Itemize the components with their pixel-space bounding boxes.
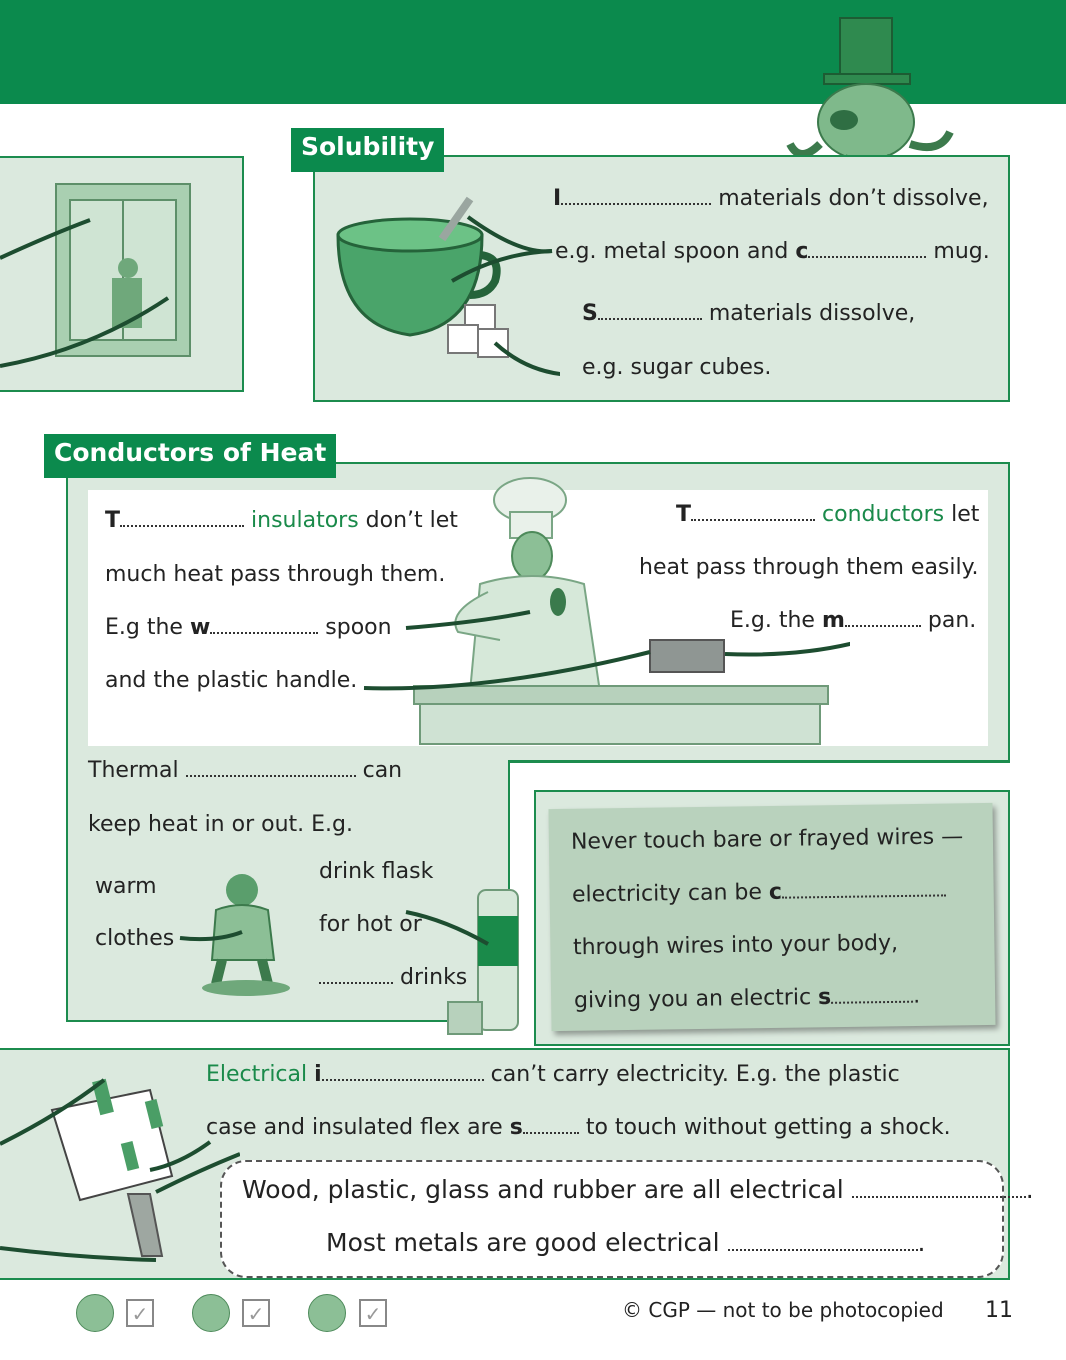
line-text: Wood, plastic, glass and rubber are all electrical bbox=[242, 1175, 844, 1204]
tick-box[interactable]: ✓ bbox=[126, 1299, 154, 1327]
line-text: Most metals are good electrical bbox=[326, 1228, 720, 1257]
solubility-line1 bbox=[553, 188, 989, 210]
electrical-line1 bbox=[206, 1064, 900, 1086]
line-text: spoon bbox=[325, 615, 392, 640]
heat-right-line3 bbox=[730, 610, 976, 632]
happy-face-icon[interactable] bbox=[308, 1294, 346, 1332]
solubility-line4: e.g. sugar cubes. bbox=[582, 355, 772, 380]
line-text: can bbox=[362, 758, 403, 783]
line-text: case and insulated flex are bbox=[206, 1115, 503, 1140]
answer-blank[interactable] bbox=[831, 987, 913, 1004]
line-text: Thermal bbox=[88, 758, 179, 783]
solubility-line3 bbox=[582, 303, 915, 325]
plug-illustration-icon bbox=[0, 1060, 240, 1276]
mug-sugar-illustration-icon bbox=[330, 195, 560, 385]
line-text: E.g the bbox=[105, 615, 183, 640]
heat-left-line2: much heat pass through them. bbox=[105, 562, 446, 587]
answer-blank[interactable] bbox=[523, 1118, 579, 1134]
line-text: . bbox=[1025, 1175, 1034, 1204]
flask-line1: drink flask bbox=[319, 859, 434, 884]
answer-blank[interactable] bbox=[852, 1182, 1026, 1198]
line-text: don’t let bbox=[365, 508, 458, 533]
tick-box[interactable]: ✓ bbox=[359, 1299, 387, 1327]
answer-blank[interactable] bbox=[561, 189, 711, 205]
first-letter: c bbox=[795, 239, 809, 264]
answer-blank[interactable] bbox=[322, 1065, 484, 1081]
safety-line1: Never touch bare or frayed wires — bbox=[570, 824, 964, 855]
window-illustration-icon bbox=[0, 180, 200, 370]
first-letter: c bbox=[768, 879, 783, 905]
heat-title: Conductors of Heat bbox=[44, 434, 336, 478]
line-text: pan. bbox=[927, 608, 977, 633]
line-text: materials dissolve, bbox=[708, 301, 916, 326]
line-text: E.g. the bbox=[730, 608, 815, 633]
first-letter: I bbox=[553, 186, 562, 211]
answer-blank[interactable] bbox=[728, 1235, 918, 1251]
heat-left-line3 bbox=[105, 617, 392, 639]
keyword: conductors bbox=[822, 502, 945, 527]
first-letter: T bbox=[676, 502, 692, 527]
line-text: drinks bbox=[400, 965, 468, 990]
line-text: . bbox=[913, 983, 921, 1009]
line-text: materials don’t dissolve, bbox=[718, 186, 989, 211]
line-text: can’t carry electricity. E.g. the plastic bbox=[490, 1062, 900, 1087]
answer-blank[interactable] bbox=[782, 880, 946, 898]
line-text: . bbox=[917, 1228, 926, 1257]
answer-line2 bbox=[326, 1230, 925, 1255]
clothes-label: clothes bbox=[95, 926, 175, 951]
first-letter: s bbox=[509, 1115, 523, 1140]
page-number: 11 bbox=[985, 1298, 1013, 1323]
line-text: let bbox=[951, 502, 980, 527]
warm-label: warm bbox=[95, 874, 157, 899]
thermal-line2: keep heat in or out. E.g. bbox=[88, 812, 353, 837]
copyright-text: © CGP — not to be photocopied bbox=[622, 1298, 944, 1322]
first-letter: i bbox=[314, 1062, 322, 1087]
first-letter: s bbox=[817, 984, 832, 1011]
divider bbox=[510, 760, 1010, 763]
line-text: mug. bbox=[933, 239, 990, 264]
answer-blank[interactable] bbox=[808, 242, 926, 258]
answer-blank[interactable] bbox=[598, 304, 702, 320]
safety-line3: through wires into your body, bbox=[572, 930, 899, 961]
solubility-title: Solubility bbox=[291, 128, 444, 172]
answer-blank[interactable] bbox=[186, 761, 356, 777]
first-letter: m bbox=[821, 608, 845, 633]
thermal-line1 bbox=[88, 760, 402, 782]
first-letter: w bbox=[189, 615, 211, 640]
answer-blank[interactable] bbox=[210, 618, 318, 634]
neutral-face-icon[interactable] bbox=[192, 1294, 230, 1332]
answer-blank[interactable] bbox=[691, 505, 815, 521]
line-text: e.g. metal spoon and bbox=[555, 239, 789, 264]
tick-box[interactable]: ✓ bbox=[242, 1299, 270, 1327]
line-text: giving you an electric bbox=[573, 985, 812, 1014]
sad-face-icon[interactable] bbox=[76, 1294, 114, 1332]
answer-line1 bbox=[242, 1177, 1034, 1202]
keyword: Electrical bbox=[206, 1062, 308, 1087]
answer-blank[interactable] bbox=[120, 511, 244, 527]
flask-line2: for hot or bbox=[319, 912, 422, 937]
heat-right-line1 bbox=[676, 504, 979, 526]
heat-left-line4: and the plastic handle. bbox=[105, 668, 358, 693]
line-text: electricity can be bbox=[571, 879, 763, 908]
electrical-line2 bbox=[206, 1117, 951, 1139]
snowboarder-flask-illustration-icon bbox=[176, 860, 536, 1036]
first-letter: S bbox=[582, 301, 598, 326]
line-text: to touch without getting a shock. bbox=[585, 1115, 951, 1140]
heat-left-line1 bbox=[105, 510, 458, 532]
solubility-line2 bbox=[555, 241, 990, 263]
answer-blank[interactable] bbox=[845, 611, 921, 627]
heat-right-line2: heat pass through them easily. bbox=[639, 555, 979, 580]
first-letter: T bbox=[105, 508, 121, 533]
keyword: insulators bbox=[251, 508, 359, 533]
